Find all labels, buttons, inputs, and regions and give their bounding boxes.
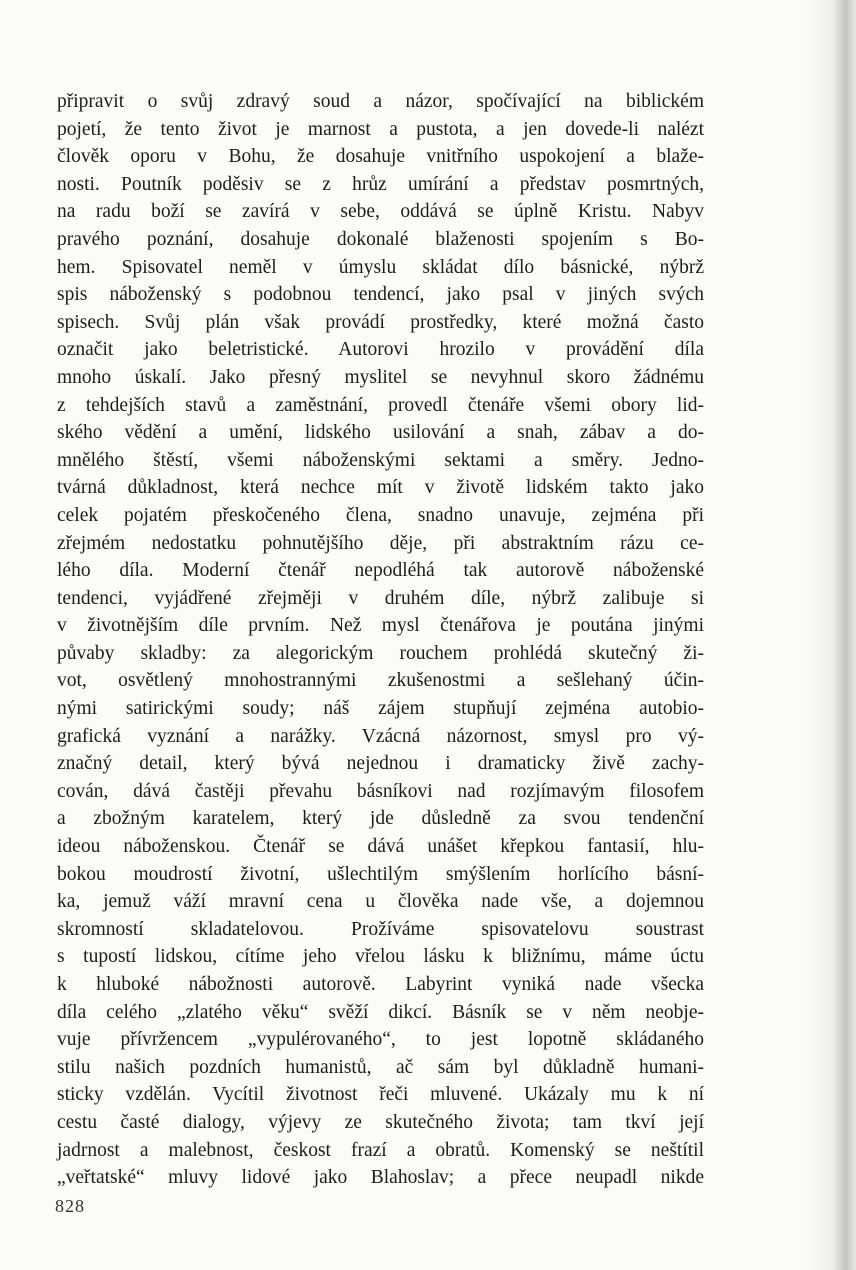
text-line: díla celého „zlatého věku“ svěží dikcí. Básník se v něm neobje- — [57, 1001, 704, 1023]
text-line: stilu našich pozdních humanistů, ač sám byl důkladně humani- — [57, 1056, 704, 1078]
text-line: cestu časté dialogy, výjevy ze skutečného života; tam tkví její — [57, 1111, 704, 1133]
text-line: člověk oporu v Bohu, že dosahuje vnitřního uspokojení a blaže- — [57, 146, 704, 168]
text-line: tendenci, vyjádřené zřejměji v druhém díle, nýbrž zalibuje si — [57, 587, 704, 609]
text-line: z tehdejších stavů a zaměstnání, provedl čtenáře všemi obory lid- — [57, 394, 704, 416]
text-line: s tupostí lidskou, cítíme jeho vřelou lásku k bližnímu, máme úctu — [57, 946, 704, 968]
text-line: pravého poznání, dosahuje dokonalé blaženosti spojením s Bo- — [57, 228, 704, 250]
page-number: 828 — [55, 1196, 85, 1216]
text-line: nosti. Poutník poděsiv se z hrůz umírání a představ posmrtných, — [57, 173, 704, 195]
text-line: ideou náboženskou. Čtenář se dává unášet křepkou fantasií, hlu- — [57, 836, 704, 858]
text-line: zřejmém nedostatku pohnutějšího děje, při abstraktním rázu ce- — [57, 532, 704, 554]
text-line: jadrnost a malebnost, českost frazí a obratů. Komenský se neštítil — [57, 1139, 704, 1161]
text-line: vot, osvětlený mnohostrannými zkušenostmi a sešlehaný účin- — [57, 670, 704, 692]
text-line: spis náboženský s podobnou tendencí, jako psal v jiných svých — [57, 284, 704, 306]
text-line: v životnějším díle prvním. Než mysl čtenářova je poutána jinými — [57, 615, 704, 637]
text-line: sticky vzdělán. Vycítil životnost řeči mluvené. Ukázaly mu k ní — [57, 1084, 704, 1106]
text-line: ského vědění a umění, lidského usilování a snah, zábav a do- — [57, 422, 704, 444]
text-line: tvárná důkladnost, která nechce mít v životě lidském takto jako — [57, 477, 704, 499]
text-line: značný detail, který bývá nejednou i dramaticky živě zachy- — [57, 753, 704, 775]
text-line: a zbožným karatelem, který jde důsledně za svou tendenční — [57, 808, 704, 830]
text-line: pojetí, že tento život je marnost a pustota, a jen dovede-li nalézt — [57, 118, 704, 140]
text-line: celek pojatém přeskočeného člena, snadno unavuje, zejména při — [57, 504, 704, 526]
text-line: bokou moudrostí životní, ušlechtilým smýšlením horlícího básní- — [57, 863, 704, 885]
text-line: „veřtatské“ mluvy lidové jako Blahoslav; a přece neupadl nikde — [57, 1167, 704, 1189]
text-line: nými satirickými soudy; náš zájem stupňují zejména autobio- — [57, 698, 704, 720]
text-line: skromností skladatelovou. Prožíváme spisovatelovu soustrast — [57, 918, 704, 940]
text-line: grafická vyznání a narážky. Vzácná názornost, smysl pro vý- — [57, 725, 704, 747]
text-line: k hluboké nábožnosti autorově. Labyrint vyniká nade všecka — [57, 974, 704, 995]
page-edge-shadow — [804, 0, 856, 1270]
text-line: připravit o svůj zdravý soud a názor, spočívající na biblickém — [57, 91, 704, 112]
text-line: na radu boží se zavírá v sebe, oddává se úplně Kristu. Nabyv — [57, 201, 704, 223]
body-text — [57, 88, 704, 1192]
text-line: hem. Spisovatel neměl v úmyslu skládat dílo básnické, nýbrž — [57, 256, 704, 278]
text-line: označit jako beletristické. Autorovi hrozilo v provádění díla — [57, 339, 704, 361]
text-line: mnoho úskalí. Jako přesný myslitel se nevyhnul skoro žádnému — [57, 366, 704, 388]
text-line: půvaby skladby: za alegorickým rouchem prohlédá skutečný ži- — [57, 642, 704, 664]
text-line: cován, dává častěji převahu básníkovi nad rozjímavým filosofem — [57, 780, 704, 802]
text-line: vuje přívržencem „vypulérovaného“, to jest lopotně skládaného — [57, 1029, 704, 1051]
text-line: mnělého štěstí, všemi náboženskými sektami a směry. Jedno- — [57, 449, 704, 471]
text-line: lého díla. Moderní čtenář nepodléhá tak autorově náboženské — [57, 560, 704, 582]
text-line: ka, jemuž váží mravní cena u člověka nade vše, a dojemnou — [57, 891, 704, 913]
text-line: spisech. Svůj plán však provádí prostředky, které možná často — [57, 311, 704, 333]
